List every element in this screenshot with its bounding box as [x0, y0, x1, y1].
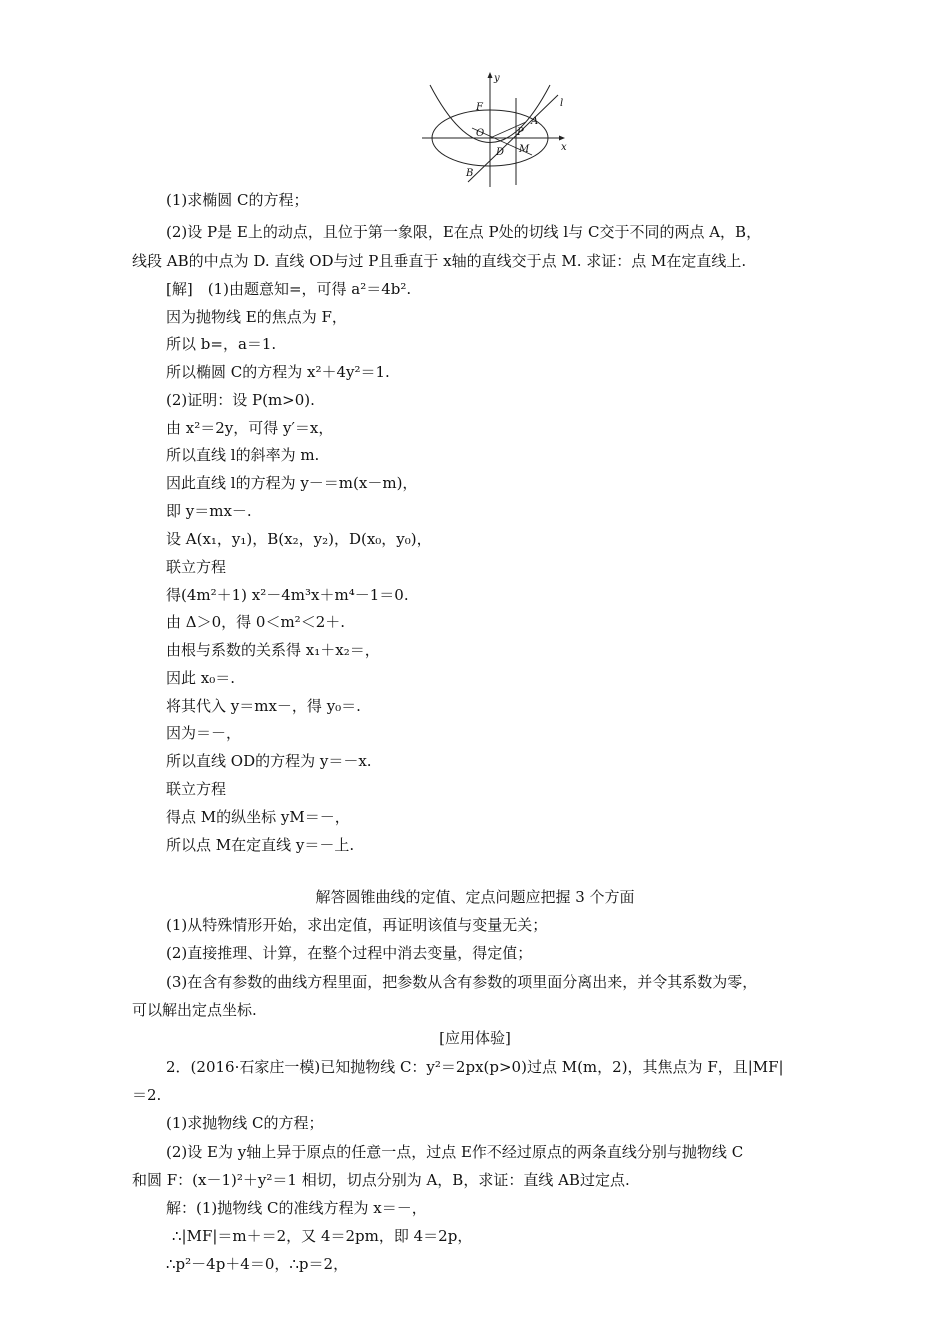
label-m: M	[519, 144, 530, 155]
tip-item: 可以解出定点坐标.	[132, 1001, 257, 1019]
solution-line: 得(4m²＋1) x²－4m³x＋m⁴－1＝0.	[166, 586, 409, 604]
solution-line: (2)证明：设 P(m>0).	[166, 391, 315, 409]
solution-line: 设 A(x₁，y₁)，B(x₂，y₂)，D(x₀，y₀)，	[166, 530, 432, 548]
label-f: F	[476, 102, 483, 113]
practice-title: [应用体验]	[439, 1029, 511, 1047]
solution-line: 因此直线 l的方程为 y－＝m(x－m)，	[166, 474, 418, 492]
label-o: O	[476, 128, 485, 139]
tip-item: (3)在含有参数的曲线方程里面，把参数从含有参数的项里面分离出来，并令其系数为零，	[166, 973, 758, 991]
tip-item: (1)从特殊情形开始，求出定值，再证明该值与变量无关；	[166, 916, 548, 934]
question-1: (1)求椭圆 C的方程；	[166, 191, 309, 209]
question-2-line-1: (2)设 P是 E上的动点，且位于第一象限，E在点 P处的切线 l与 C交于不同的两点 A，B，	[166, 223, 762, 241]
solution-line: 联立方程	[166, 780, 227, 798]
solution-line: [解] (1)由题意知=，可得 a²＝4b².	[166, 280, 412, 298]
problem-2-line: (2)设 E为 y轴上异于原点的任意一点，过点 E作不经过原点的两条直线分别与抛物线 C	[166, 1143, 744, 1161]
question-2-line-2: 线段 AB的中点为 D. 直线 OD与过 P且垂直于 x轴的直线交于点 M. 求证：点 M在定直线上.	[132, 252, 747, 270]
x-axis-arrow	[559, 136, 565, 141]
solution-line: 所以直线 l的斜率为 m.	[166, 446, 320, 464]
label-x: x	[561, 142, 567, 153]
label-b: B	[466, 168, 474, 179]
label-d: D	[496, 147, 505, 158]
solution-line: 因此 x₀＝.	[166, 669, 236, 687]
solution-line: 由根与系数的关系得 x₁＋x₂＝，	[166, 641, 380, 659]
solution-line: 因为＝－，	[166, 724, 242, 742]
solution-line: 因为抛物线 E的焦点为 F，	[166, 308, 347, 326]
problem-2-line: 解：(1)抛物线 C的准线方程为 x＝－，	[166, 1199, 427, 1217]
solution-line: 得点 M的纵坐标 yM＝－，	[166, 808, 350, 826]
problem-2-line: (1)求抛物线 C的方程；	[166, 1114, 324, 1132]
conic-figure	[420, 70, 570, 188]
problem-2-line: 2．(2016·石家庄一模)已知抛物线 C：y²＝2px(p>0)过点 M(m，2)，其焦点为 F，且|MF|	[166, 1058, 784, 1076]
solution-line: 联立方程	[166, 558, 227, 576]
label-l: l	[560, 98, 564, 109]
solution-line: 所以点 M在定直线 y＝－上.	[166, 836, 355, 854]
section-title: 解答圆锥曲线的定值、定点问题应把握 3 个方面	[315, 888, 635, 906]
y-axis-arrow	[488, 72, 493, 78]
solution-line: 即 y＝mx－.	[166, 502, 252, 520]
label-a: A	[531, 116, 539, 127]
problem-2-line: ∴p²－4p＋4＝0，∴p＝2，	[166, 1255, 349, 1273]
problem-2-line: ＝2.	[132, 1086, 162, 1104]
label-p: P	[517, 127, 524, 138]
problem-2-line: ∴|MF|＝m＋＝2，又 4＝2pm，即 4＝2p，	[172, 1227, 473, 1245]
tip-item: (2)直接推理、计算，在整个过程中消去变量，得定值；	[166, 944, 533, 962]
solution-line: 所以 b=，a＝1.	[166, 335, 277, 353]
label-y: y	[494, 73, 500, 84]
solution-line: 由 x²＝2y，可得 y′＝x，	[166, 419, 334, 437]
solution-line: 由 Δ＞0，得 0＜m²＜2＋.	[166, 613, 346, 631]
solution-line: 将其代入 y＝mx－，得 y₀＝.	[166, 697, 361, 715]
solution-line: 所以直线 OD的方程为 y＝－x.	[166, 752, 372, 770]
problem-2-line: 和圆 F：(x－1)²＋y²＝1 相切，切点分别为 A，B，求证：直线 AB过定点.	[132, 1171, 630, 1189]
solution-line: 所以椭圆 C的方程为 x²＋4y²＝1.	[166, 363, 390, 381]
